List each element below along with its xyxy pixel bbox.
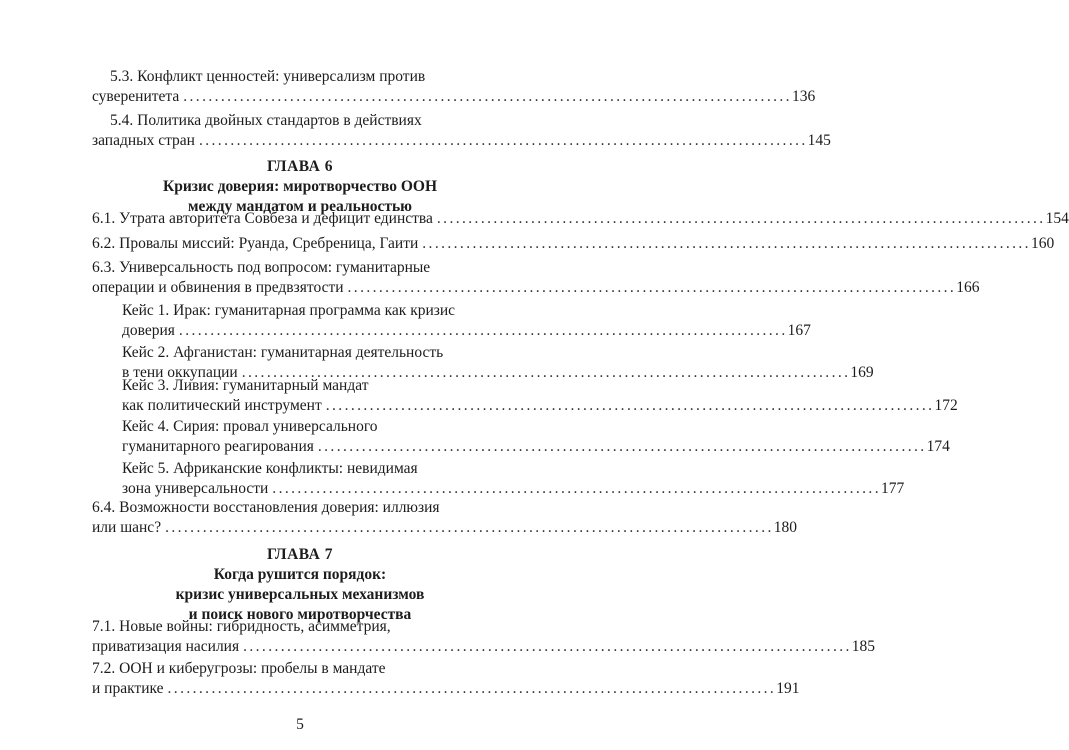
- toc-entry-title: 5.4. Политика двойных стандартов в действиях: [110, 112, 422, 129]
- toc-entry-title: 7.1. Новые войны: гибридность, асимметрия,: [92, 618, 391, 635]
- toc-entry-title-cont: зона универсальности: [122, 480, 269, 497]
- chapter-label: ГЛАВА 7: [267, 546, 333, 563]
- toc-page-number: 174: [926, 438, 950, 455]
- leader-dots: .................................................................................................: [317, 438, 927, 455]
- toc-page-number: 136: [791, 88, 816, 105]
- toc-entry-title: 6.2. Провалы миссий: Руанда, Сребреница, Гаити: [92, 235, 419, 252]
- toc-entry-title: Кейс 2. Афганистан: гуманитарная деятельность: [122, 344, 444, 361]
- toc-entry-title-cont: как политический инструмент: [122, 397, 322, 414]
- toc-entry-title: 6.3. Универсальность под вопросом: гуманитарные: [92, 259, 431, 276]
- toc-entry-title-cont: в тени оккупации: [122, 364, 238, 381]
- toc-entry-title: Кейс 4. Сирия: провал универсального: [122, 418, 378, 435]
- leader-dots: .................................................................................................: [183, 88, 792, 105]
- toc-page-number: 169: [850, 364, 874, 381]
- toc-entry-title-cont: или шанс?: [92, 519, 162, 536]
- toc-entry-title-cont: суверенитета: [92, 88, 180, 105]
- leader-dots: .................................................................................................: [241, 364, 851, 381]
- toc-page-number: 167: [787, 322, 811, 339]
- leader-dots: .................................................................................................: [243, 638, 852, 655]
- toc-page-number: 191: [776, 680, 800, 697]
- chapter-title: и поиск нового миротворчества: [188, 606, 412, 623]
- toc-entry-title-cont: операции и обвинения в предвзятости: [92, 279, 344, 296]
- leader-dots: .................................................................................................: [198, 132, 808, 149]
- toc-entry-title-cont: и практике: [92, 680, 164, 697]
- toc-entry-title: 6.1. Утрата авторитета Совбеза и дефицит единства: [92, 210, 433, 227]
- toc-entry-title: 6.4. Возможности восстановления доверия: иллюзия: [92, 499, 440, 516]
- chapter-title: Когда рушится порядок:: [213, 566, 387, 583]
- toc-entry-title-cont: доверия: [122, 322, 175, 339]
- leader-dots: .................................................................................................: [436, 210, 1046, 227]
- toc-entry-title: 5.3. Конфликт ценностей: универсализм против: [110, 68, 426, 85]
- chapter-label: ГЛАВА 6: [267, 158, 333, 175]
- toc-page-number: 166: [956, 279, 980, 296]
- toc-page-number: 154: [1045, 210, 1069, 227]
- leader-dots: .................................................................................................: [272, 480, 881, 497]
- toc-page-number: 185: [851, 638, 876, 655]
- chapter-title: между мандатом и реальностью: [187, 198, 413, 215]
- toc-page-number: 180: [773, 519, 798, 536]
- toc-entry-title: Кейс 5. Африканские конфликты: невидимая: [122, 460, 418, 477]
- toc-entry-title-cont: приватизация насилия: [92, 638, 240, 655]
- leader-dots: .................................................................................................: [165, 519, 774, 536]
- leader-dots: .................................................................................................: [167, 680, 777, 697]
- toc-entry-title: Кейс 3. Ливия: гуманитарный мандат: [122, 377, 369, 394]
- toc-page-number: 172: [934, 397, 958, 414]
- toc-page-number: 160: [1030, 235, 1055, 252]
- leader-dots: .................................................................................................: [422, 235, 1031, 252]
- leader-dots: .................................................................................................: [178, 322, 788, 339]
- toc-entry-title: Кейс 1. Ирак: гуманитарная программа как кризис: [122, 302, 456, 319]
- toc-page-number: 145: [807, 132, 831, 149]
- leader-dots: .................................................................................................: [325, 397, 935, 414]
- toc-entry-title-cont: западных стран: [92, 132, 195, 149]
- chapter-title: кризис универсальных механизмов: [175, 586, 425, 603]
- chapter-title: Кризис доверия: миротворчество ООН: [162, 178, 437, 195]
- leader-dots: .................................................................................................: [347, 279, 957, 296]
- toc-page-number: 177: [880, 480, 905, 497]
- page-number: 5: [296, 716, 304, 733]
- toc-entry-title: 7.2. ООН и киберугрозы: пробелы в мандате: [92, 660, 386, 677]
- toc-entry-title-cont: гуманитарного реагирования: [122, 438, 314, 455]
